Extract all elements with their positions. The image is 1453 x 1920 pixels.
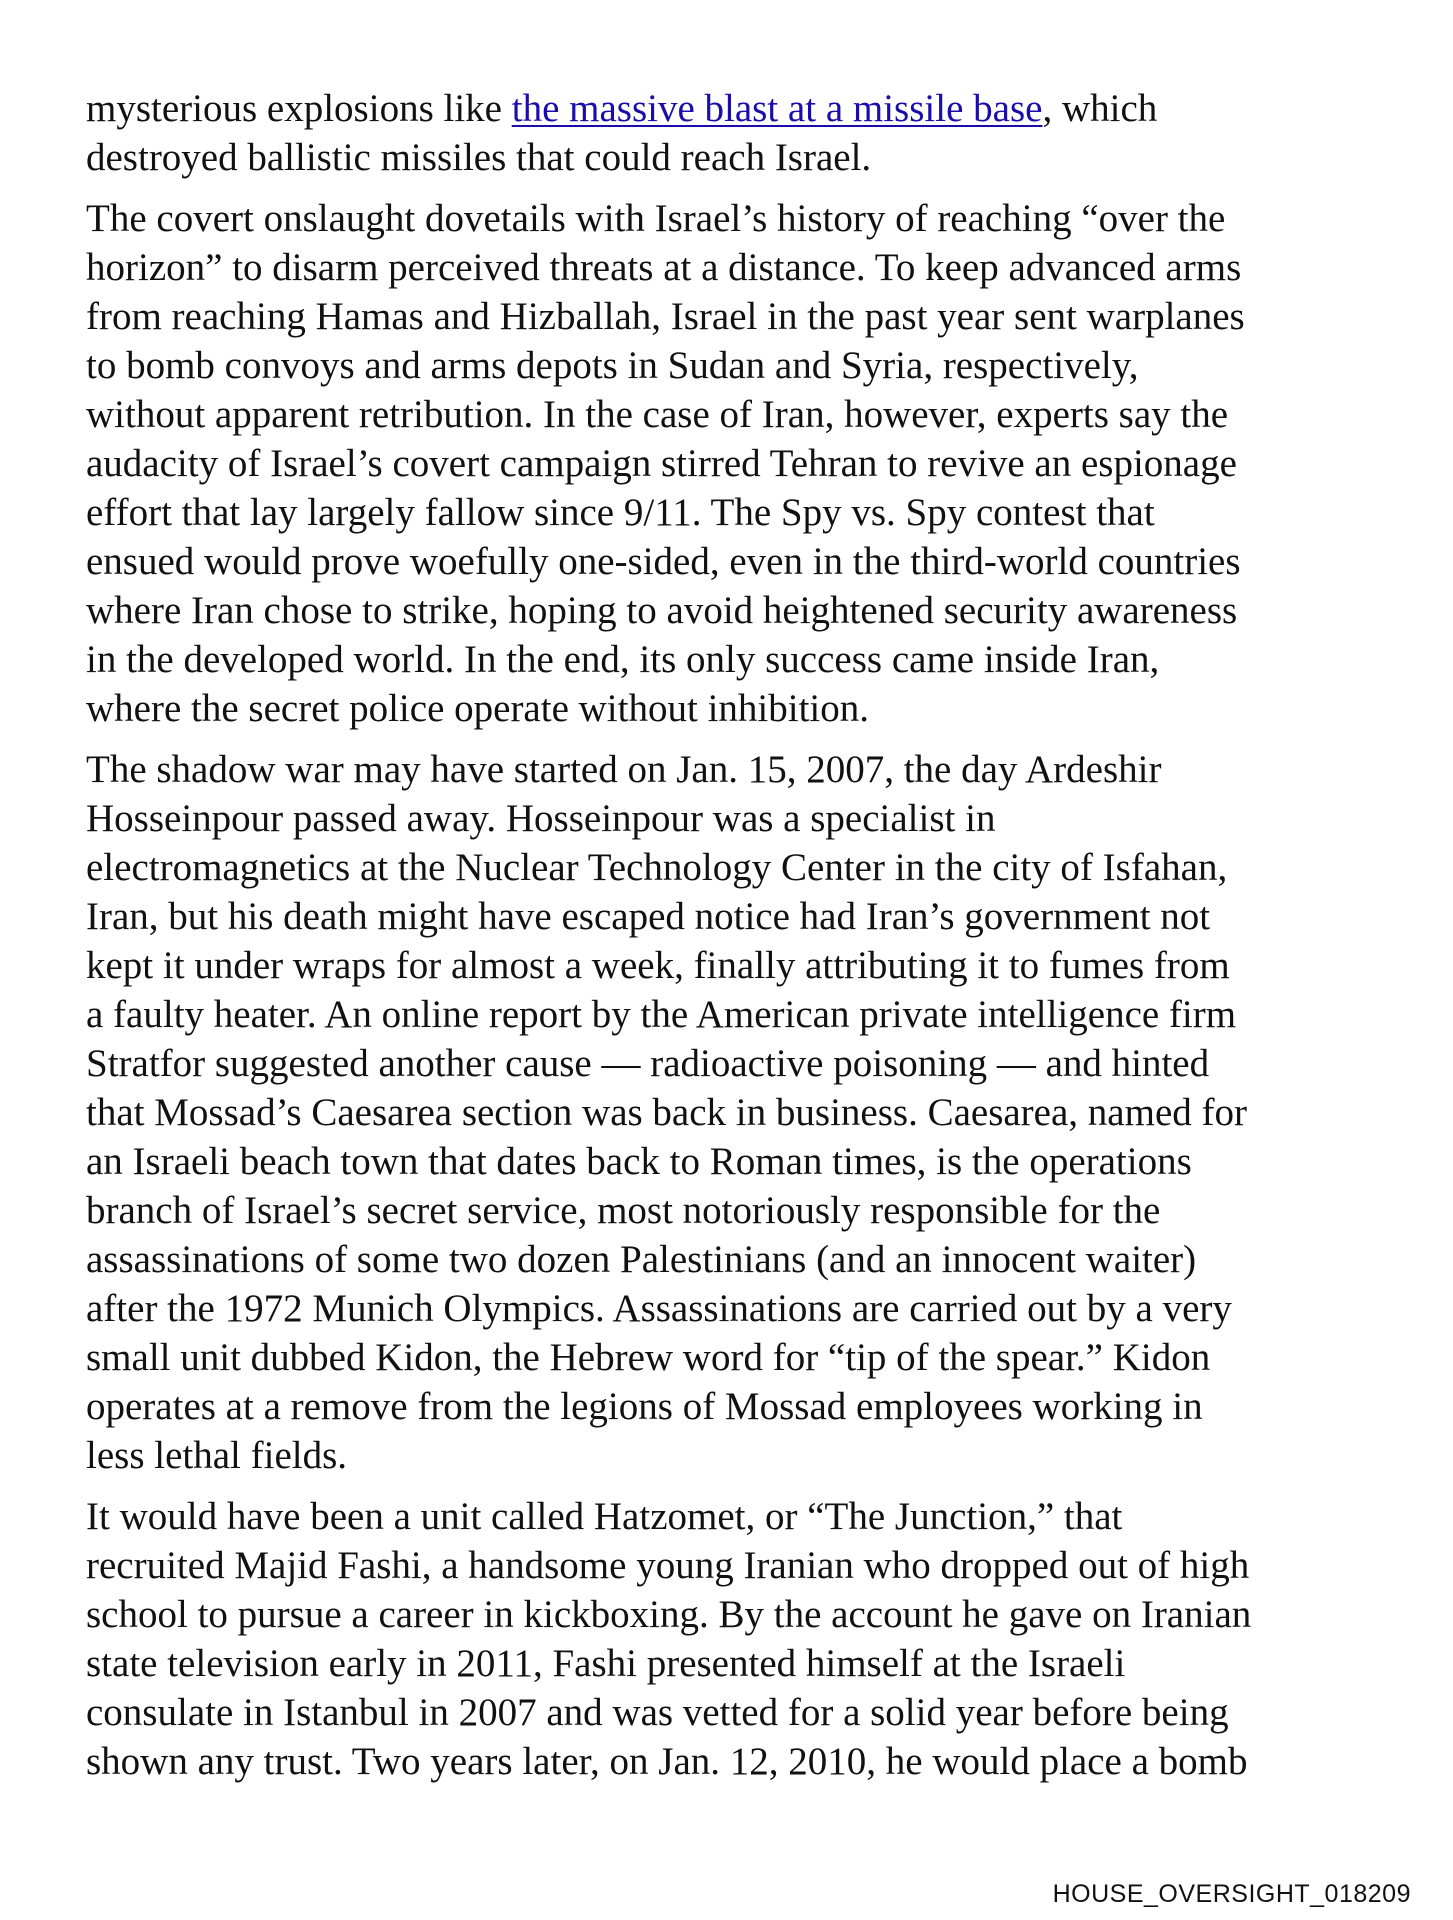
paragraph-2-line: in the developed world. In the end, its only success came inside Iran, bbox=[86, 638, 1160, 681]
paragraph-3-line: a faulty heater. An online report by the American private intelligence firm bbox=[86, 993, 1237, 1036]
paragraph-3-line: that Mossad’s Caesarea section was back in business. Caesarea, named for bbox=[86, 1091, 1247, 1134]
paragraph-3-line: less lethal fields. bbox=[86, 1434, 348, 1477]
paragraph-3-line: electromagnetics at the Nuclear Technology Center in the city of Isfahan, bbox=[86, 846, 1228, 889]
paragraph-3-line: Stratfor suggested another cause — radioactive poisoning — and hinted bbox=[86, 1042, 1210, 1085]
paragraph-4-line: state television early in 2011, Fashi presented himself at the Israeli bbox=[86, 1642, 1126, 1685]
paragraph-3-line: operates at a remove from the legions of Mossad employees working in bbox=[86, 1385, 1203, 1428]
paragraph-2-line: from reaching Hamas and Hizballah, Israel in the past year sent warplanes bbox=[86, 295, 1245, 338]
paragraph-2-line: to bomb convoys and arms depots in Sudan and Syria, respectively, bbox=[86, 344, 1139, 387]
paragraph-2-line: without apparent retribution. In the case of Iran, however, experts say the bbox=[86, 393, 1229, 436]
paragraph-3-line: Iran, but his death might have escaped notice had Iran’s government not bbox=[86, 895, 1211, 938]
paragraph-4-line: shown any trust. Two years later, on Jan. 12, 2010, he would place a bomb bbox=[86, 1740, 1248, 1783]
paragraph-1-line-1 bbox=[86, 84, 1376, 133]
paragraph-2 bbox=[86, 194, 1376, 733]
paragraph-4 bbox=[86, 1492, 1376, 1786]
paragraph-3-line: after the 1972 Munich Olympics. Assassinations are carried out by a very bbox=[86, 1287, 1232, 1330]
paragraph-4-line: It would have been a unit called Hatzomet, or “The Junction,” that bbox=[86, 1495, 1123, 1538]
paragraph-4-line: school to pursue a career in kickboxing. By the account he gave on Iranian bbox=[86, 1593, 1252, 1636]
paragraph-4-line: consulate in Istanbul in 2007 and was vetted for a solid year before being bbox=[86, 1691, 1229, 1734]
paragraph-1-line-2: destroyed ballistic missiles that could reach Israel. bbox=[86, 136, 872, 179]
line-text: mysterious explosions like bbox=[86, 87, 512, 130]
paragraph-4-line: recruited Majid Fashi, a handsome young Iranian who dropped out of high bbox=[86, 1544, 1250, 1587]
paragraph-3-line: The shadow war may have started on Jan. 15, 2007, the day Ardeshir bbox=[86, 748, 1162, 791]
paragraph-1 bbox=[86, 84, 1376, 182]
missile-base-blast-link[interactable]: the massive blast at a missile base bbox=[511, 87, 1043, 130]
bates-number: HOUSE_OVERSIGHT_018209 bbox=[1052, 1880, 1411, 1908]
line-text: , which bbox=[1042, 87, 1158, 130]
paragraph-2-line: where the secret police operate without inhibition. bbox=[86, 687, 869, 730]
paragraph-2-line: where Iran chose to strike, hoping to avoid heightened security awareness bbox=[86, 589, 1238, 632]
paragraph-3-line: an Israeli beach town that dates back to Roman times, is the operations bbox=[86, 1140, 1192, 1183]
paragraph-2-line: audacity of Israel’s covert campaign stirred Tehran to revive an espionage bbox=[86, 442, 1237, 485]
paragraph-3-line: small unit dubbed Kidon, the Hebrew word for “tip of the spear.” Kidon bbox=[86, 1336, 1211, 1379]
paragraph-3-line: branch of Israel’s secret service, most notoriously responsible for the bbox=[86, 1189, 1161, 1232]
paragraph-3-line: Hosseinpour passed away. Hosseinpour was a specialist in bbox=[86, 797, 996, 840]
paragraph-2-line: horizon” to disarm perceived threats at a distance. To keep advanced arms bbox=[86, 246, 1242, 289]
paragraph-3 bbox=[86, 745, 1376, 1480]
paragraph-3-line: kept it under wraps for almost a week, finally attributing it to fumes from bbox=[86, 944, 1230, 987]
article-body bbox=[86, 84, 1376, 1798]
paragraph-2-line: The covert onslaught dovetails with Israel’s history of reaching “over the bbox=[86, 197, 1226, 240]
paragraph-3-line: assassinations of some two dozen Palestinians (and an innocent waiter) bbox=[86, 1238, 1197, 1281]
paragraph-2-line: ensued would prove woefully one-sided, even in the third-world countries bbox=[86, 540, 1241, 583]
paragraph-2-line: effort that lay largely fallow since 9/11. The Spy vs. Spy contest that bbox=[86, 491, 1155, 534]
